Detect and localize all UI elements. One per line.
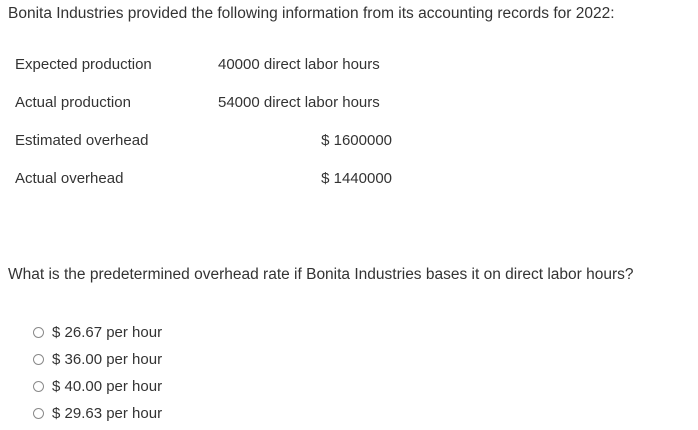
record-row-estimated-overhead — [15, 132, 395, 170]
answer-option-label[interactable]: $ 36.00 per hour — [52, 351, 163, 368]
record-label: Estimated overhead — [15, 132, 149, 149]
radio-button[interactable] — [33, 354, 44, 365]
answer-option-label[interactable]: $ 40.00 per hour — [52, 378, 163, 395]
records-table — [15, 56, 395, 208]
record-value: 40000 direct labor hours — [218, 56, 380, 73]
intro-text: Bonita Industries provided the following information from its accounting records for 2022: — [8, 5, 615, 22]
record-value: $ 1440000 — [321, 170, 392, 187]
answer-option-3[interactable] — [33, 373, 162, 400]
record-value: 54000 direct labor hours — [218, 94, 380, 111]
radio-button[interactable] — [33, 381, 44, 392]
answer-option-label[interactable]: $ 29.63 per hour — [52, 405, 163, 422]
answer-option-2[interactable] — [33, 346, 162, 373]
record-row-actual-production — [15, 94, 395, 132]
record-label: Expected production — [15, 56, 152, 73]
radio-button[interactable] — [33, 408, 44, 419]
record-label: Actual overhead — [15, 170, 124, 187]
answer-option-4[interactable] — [33, 400, 162, 427]
record-label: Actual production — [15, 94, 131, 111]
record-row-actual-overhead — [15, 170, 395, 208]
record-value: $ 1600000 — [321, 132, 392, 149]
answer-options — [33, 319, 162, 427]
answer-option-1[interactable] — [33, 319, 162, 346]
radio-button[interactable] — [33, 327, 44, 338]
question-text: What is the predetermined overhead rate if Bonita Industries bases it on direct labor hours? — [8, 266, 634, 283]
answer-option-label[interactable]: $ 26.67 per hour — [52, 324, 163, 341]
record-row-expected-production — [15, 56, 395, 94]
